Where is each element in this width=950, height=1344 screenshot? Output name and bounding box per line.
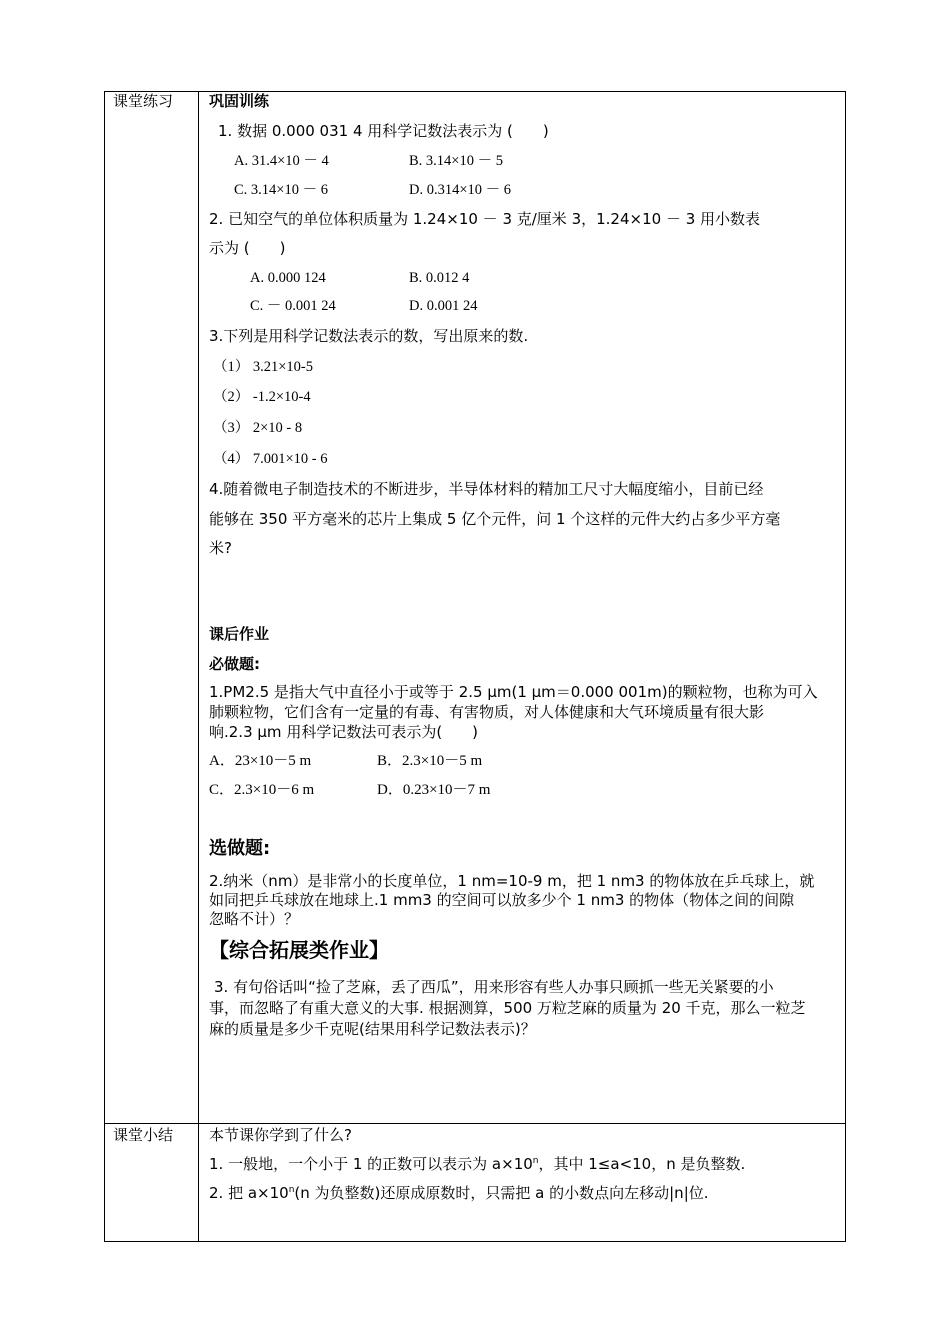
row2-content-cell — [199, 1124, 844, 1240]
q2-stem-line2: 示为 ( ) — [209, 239, 286, 257]
q2-option-b: B. 0.012 4 — [409, 270, 470, 286]
pm-line1: 1.PM2.5 是指大气中直径小于或等于 2.5 μm(1 μm＝0.000 001m)的颗粒物，也称为可入 — [209, 683, 818, 701]
extension-title: 【综合拓展类作业】 — [209, 938, 389, 962]
q4-line3: 米? — [209, 539, 232, 557]
pm-line2: 肺颗粒物，它们含有一定量的有毒、有害物质，对人体健康和大气环境质量有很大影 — [209, 703, 765, 721]
summary-point-1-text-rest: ，其中 1≤a<10，n 是负整数. — [538, 1155, 746, 1173]
q2-stem-line1: 2. 已知空气的单位体积质量为 1.24×10 － 3 克/厘米 3，1.24×10 － 3 用小数表 — [209, 210, 761, 228]
q3-item-2: （2） -1.2×10-4 — [213, 389, 311, 405]
summary-point-1-exponent: n — [532, 1156, 539, 1166]
q4-line1: 4.随着微电子制造技术的不断进步，半导体材料的精加工尺寸大幅度缩小，目前已经 — [209, 480, 764, 498]
optional-title: 选做题: — [209, 838, 271, 859]
row2-label-cell — [104, 1124, 198, 1240]
sesame-line1: 3. 有句俗话叫“捡了芝麻，丢了西瓜”，用来形容有些人办事只顾抓一些无关紧要的小 — [214, 978, 774, 996]
q1-stem: 1. 数据 0.000 031 4 用科学记数法表示为 ( ) — [218, 122, 549, 140]
q2-option-a: A. 0.000 124 — [250, 270, 326, 286]
q2-option-d: D. 0.001 24 — [409, 298, 478, 314]
sesame-line2: 事，而忽略了有重大意义的大事. 根据测算，500 万粒芝麻的质量为 20 千克，那么一粒芝 — [209, 999, 806, 1017]
row1-content-cell — [199, 92, 844, 1123]
q1-option-d: D. 0.314×10 － 6 — [409, 182, 512, 198]
pm-line3: 响.2.3 μm 用科学记数法可表示为( ) — [209, 723, 479, 741]
section-title-homework: 课后作业 — [209, 625, 270, 643]
q3-item-3: （3） 2×10 - 8 — [213, 420, 303, 436]
summary-point-1-text: 1. 一般地，一个小于 1 的正数可以表示为 a×10 — [209, 1155, 533, 1173]
nm-line3: 忽略不计）？ — [209, 910, 300, 928]
nm-line2: 如同把乒乓球放在地球上.1 mm3 的空间可以放多少个 1 nm3 的物体（物体之间的间隙 — [209, 891, 795, 909]
pm-option-c: C．2.3×10－6 m — [209, 782, 315, 798]
q3-item-1: （1） 3.21×10-5 — [213, 359, 314, 375]
summary-point-1 — [209, 1154, 745, 1174]
q2-option-c: C. － 0.001 24 — [250, 298, 336, 314]
summary-point-2-exponent: n — [288, 1185, 295, 1195]
summary-point-2-text: 2. 把 a×10 — [209, 1184, 289, 1202]
nm-line1: 2.纳米（nm）是非常小的长度单位，1 nm=10-9 m，把 1 nm3 的物体放在乒乓球上，就 — [209, 872, 815, 890]
q3-item-4: （4） 7.001×10 - 6 — [213, 451, 328, 467]
q4-line2: 能够在 350 平方毫米的芯片上集成 5 亿个元件，问 1 个这样的元件大约占多少平方毫 — [209, 510, 781, 528]
q1-option-c: C. 3.14×10 － 6 — [234, 182, 328, 198]
row1-label: 课堂练习 — [113, 92, 174, 110]
sesame-line3: 麻的质量是多少千克呢(结果用科学记数法表示)？ — [209, 1020, 536, 1038]
q1-option-b: B. 3.14×10 － 5 — [409, 153, 503, 169]
summary-point-2-text-rest: (n 为负整数)还原成原数时，只需把 a 的小数点向左移动|n|位. — [294, 1184, 709, 1202]
pm-option-a: A．23×10－5 m — [209, 753, 312, 769]
row2-label: 课堂小结 — [113, 1126, 174, 1144]
pm-option-b: B．2.3×10－5 m — [377, 753, 483, 769]
section-title-consolidation: 巩固训练 — [209, 92, 270, 110]
row1-label-cell — [104, 91, 198, 1123]
q1-option-a: A. 31.4×10 － 4 — [234, 153, 329, 169]
summary-prompt: 本节课你学到了什么? — [209, 1126, 352, 1144]
q3-stem: 3.下列是用科学记数法表示的数，写出原来的数. — [209, 327, 529, 345]
pm-option-d: D．0.23×10－7 m — [377, 782, 491, 798]
required-title: 必做题: — [209, 655, 260, 673]
summary-point-2 — [209, 1183, 709, 1203]
